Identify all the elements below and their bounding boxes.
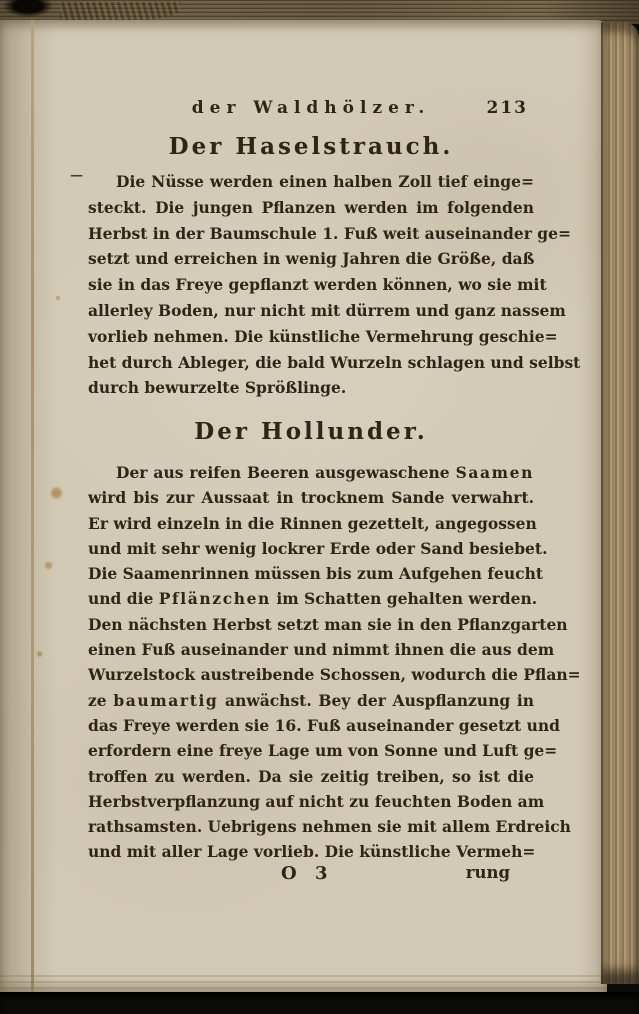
foxing-stain [36,650,43,658]
paragraph-hollunder [88,460,581,865]
text-line: Herbstverpflanzung auf nicht zu feuchten Boden am [88,791,545,811]
signature-mark: O 3 [281,863,334,884]
book-fore-edge [601,22,639,984]
section-heading-haselstrauch: Der Haselstrauch. [168,133,454,160]
gutter-shadow [0,20,58,994]
running-header-title: der Waldhölzer. [191,98,431,118]
book-headband [60,2,180,22]
text-line: Herbst in der Baumschule 1. Fuß weit auseinander ge= [88,223,571,243]
text-line: Wurzelstock austreibende Schossen, wodurch die Pflan= [88,665,581,685]
page-footer [88,863,534,889]
text-line: vorlieb nehmen. Die künstliche Vermehrung geschie= [88,326,558,346]
gutter-fold-line [31,20,34,994]
text-line: wird bis zur Aussaat in trocknem Sande verwahrt. [88,488,534,508]
foxing-stain [50,485,63,501]
foxing-stain [44,560,53,571]
text-line: allerley Boden, nur nicht mit dürrem und ganz nassem [88,300,566,320]
text-line: Er wird einzeln in die Rinnen gezettelt, angegossen [88,513,537,533]
text-line: durch bewurzelte Sprößlinge. [88,378,347,398]
background-table [0,992,639,1014]
text-line: Den nächsten Herbst setzt man sie in den Pflanzgarten [88,614,568,634]
margin-mark: — [70,168,82,183]
text-line: Der aus reifen Beeren ausgewaschene Saamen [116,463,534,482]
paragraph-haselstrauch [88,169,581,401]
text-line: einen Fuß auseinander und nimmt ihnen die aus dem [88,640,555,660]
text-line: setzt und erreichen in wenig Jahren die Größe, daß [88,249,535,269]
text-line: erfordern eine freye Lage um von Sonne und Luft ge= [88,741,558,761]
page-number: 213 [486,98,528,118]
text-line: Die Nüsse werden einen halben Zoll tief einge= [116,172,534,191]
text-line: steckt. Die jungen Pflanzen werden im folgenden [88,197,534,217]
catchword: rung [465,863,510,882]
text-line: ze baumartig anwächst. Bey der Auspflanzung in [88,690,534,710]
text-line: und mit aller Lage vorlieb. Die künstliche Vermeh= [88,842,536,862]
text-line: Die Saamenrinnen müssen bis zum Aufgehen feucht [88,564,544,584]
running-header [88,98,534,124]
text-line: troffen zu werden. Da sie zeitig treiben, so ist die [88,766,534,786]
book-page [0,20,607,994]
text-line: und die Pflänzchen im Schatten gehalten werden. [88,589,538,609]
text-line: het durch Ableger, die bald Wurzeln schlagen und selbst [88,352,581,372]
text-line: das Freye werden sie 16. Fuß auseinander gesetzt und [88,715,560,735]
section-heading-hollunder: Der Hollunder. [194,418,428,445]
foxing-stain [55,295,61,301]
text-line: sie in das Freye gepflanzt werden können, wo sie mit [88,275,547,295]
text-line: rathsamsten. Uebrigens nehmen sie mit allem Erdreich [88,817,571,837]
text-line: und mit sehr wenig lockrer Erde oder Sand besiebet. [88,538,548,558]
